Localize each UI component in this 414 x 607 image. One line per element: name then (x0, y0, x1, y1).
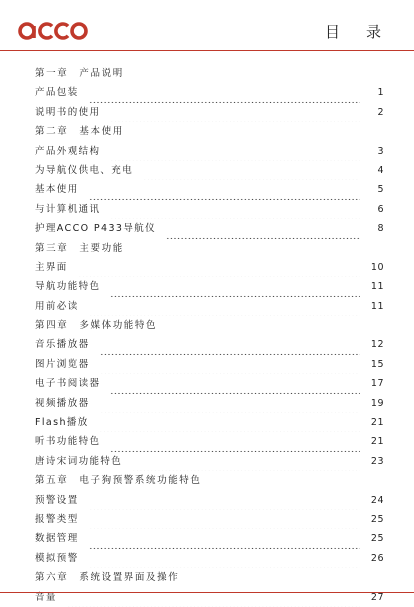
toc-entry[interactable] (35, 277, 384, 296)
toc-page-number: 25 (370, 513, 384, 525)
toc-page-number: 4 (377, 164, 384, 176)
footer-rule (0, 592, 414, 593)
toc-page-number: 15 (370, 358, 384, 370)
toc-leader-dots (100, 394, 360, 413)
toc-page-number: 21 (370, 417, 384, 429)
toc-leader-dots (110, 432, 360, 451)
toc-leader-dots (110, 103, 360, 122)
toc-entry[interactable] (35, 374, 384, 393)
header-rule (0, 50, 414, 51)
toc-label: Flash播放 (35, 413, 93, 432)
toc-page-number: 3 (377, 145, 384, 157)
toc-leader-dots (110, 374, 360, 393)
toc-label: 图片浏览器 (35, 355, 94, 374)
toc-label: 与计算机通讯 (35, 200, 104, 219)
toc-page-number: 23 (370, 455, 384, 467)
toc-entry[interactable] (35, 161, 384, 180)
toc-leader-dots (67, 588, 360, 607)
toc-entry[interactable] (35, 258, 384, 277)
toc-entry[interactable] (35, 588, 384, 607)
toc-entry[interactable] (35, 413, 384, 432)
toc-label: 第二章 基本使用 (35, 122, 128, 141)
toc-page-number: 5 (377, 184, 384, 196)
toc-entry[interactable] (35, 103, 384, 122)
toc-page-number: 26 (370, 552, 384, 564)
toc-page-number: 6 (377, 203, 384, 215)
toc-leader-dots (89, 491, 360, 510)
toc-label: 听书功能特色 (35, 432, 104, 451)
toc-chapter-heading (35, 64, 384, 83)
toc-leader-dots (89, 529, 360, 548)
toc-label: 用前必读 (35, 297, 83, 316)
toc-leader-dots (110, 277, 360, 296)
toc-chapter-heading (35, 471, 384, 490)
toc-leader-dots (89, 297, 360, 316)
toc-leader-dots (89, 510, 360, 529)
toc-page-number: 27 (370, 591, 384, 603)
toc-label: 第五章 电子狗预警系统功能特色 (35, 471, 206, 490)
toc-chapter-heading (35, 122, 384, 141)
toc-page-number: 2 (377, 106, 384, 118)
toc-label: 数据管理 (35, 529, 83, 548)
toc-leader-dots (110, 142, 360, 161)
toc-entry[interactable] (35, 142, 384, 161)
toc-label: 第一章 产品说明 (35, 64, 128, 83)
toc-entry[interactable] (35, 83, 384, 102)
toc-entry[interactable] (35, 491, 384, 510)
toc-leader-dots (78, 258, 360, 277)
toc-page-number: 24 (370, 494, 384, 506)
toc-entry[interactable] (35, 394, 384, 413)
toc-label: 第六章 系统设置界面及操作 (35, 568, 183, 587)
title-char-1: 目 (325, 23, 341, 41)
toc-label: 第四章 多媒体功能特色 (35, 316, 161, 335)
toc-entry[interactable] (35, 529, 384, 548)
toc-page-number: 11 (370, 300, 384, 312)
toc-label: 电子书阅读器 (35, 374, 104, 393)
toc-entry[interactable] (35, 200, 384, 219)
toc-leader-dots (99, 413, 360, 432)
toc-label: 主界面 (35, 258, 72, 277)
toc-label: 预警设置 (35, 491, 83, 510)
toc-leader-dots (89, 180, 360, 199)
toc-label: 产品包装 (35, 83, 83, 102)
toc-page-number: 12 (370, 339, 384, 351)
toc-label: 第三章 主要功能 (35, 239, 128, 258)
toc-page-number: 25 (370, 533, 384, 545)
toc-leader-dots (100, 355, 360, 374)
toc-entry[interactable] (35, 335, 384, 354)
toc-entry[interactable] (35, 452, 384, 471)
toc-entry[interactable] (35, 549, 384, 568)
page-title (325, 21, 381, 42)
toc-label: 报警类型 (35, 510, 83, 529)
toc-label: 唐诗宋词功能特色 (35, 452, 126, 471)
toc-page-number: 11 (370, 281, 384, 293)
toc-label: 导航功能特色 (35, 277, 104, 296)
toc-leader-dots (143, 161, 360, 180)
toc-label: 护理ACCO P433导航仪 (35, 219, 160, 238)
toc-chapter-heading (35, 568, 384, 587)
toc-label: 产品外观结构 (35, 142, 104, 161)
toc-page-number: 21 (370, 436, 384, 448)
toc-label: 模拟预警 (35, 549, 83, 568)
title-char-2: 录 (366, 23, 382, 41)
toc-label: 视频播放器 (35, 394, 94, 413)
toc-leader-dots (100, 335, 360, 354)
toc-label: 说明书的使用 (35, 103, 104, 122)
toc-leader-dots (89, 549, 360, 568)
toc-leader-dots (132, 452, 360, 471)
toc-leader-dots (166, 219, 360, 238)
toc-label: 音乐播放器 (35, 335, 94, 354)
toc-chapter-heading (35, 239, 384, 258)
toc-page-number: 1 (377, 87, 384, 99)
toc-chapter-heading (35, 316, 384, 335)
acco-logo (18, 20, 88, 42)
toc-label: 音量 (35, 588, 61, 607)
toc-leader-dots (110, 200, 360, 219)
toc-entry[interactable] (35, 180, 384, 199)
toc-page-number: 8 (377, 223, 384, 235)
toc-page-number: 17 (370, 378, 384, 390)
toc-label: 为导航仪供电、充电 (35, 161, 137, 180)
table-of-contents (35, 64, 384, 607)
toc-entry[interactable] (35, 355, 384, 374)
toc-label: 基本使用 (35, 180, 83, 199)
toc-page-number: 19 (370, 397, 384, 409)
toc-entry[interactable] (35, 219, 384, 238)
toc-entry[interactable] (35, 297, 384, 316)
toc-leader-dots (89, 83, 360, 102)
toc-entry[interactable] (35, 510, 384, 529)
toc-entry[interactable] (35, 432, 384, 451)
toc-page-number: 10 (370, 261, 384, 273)
